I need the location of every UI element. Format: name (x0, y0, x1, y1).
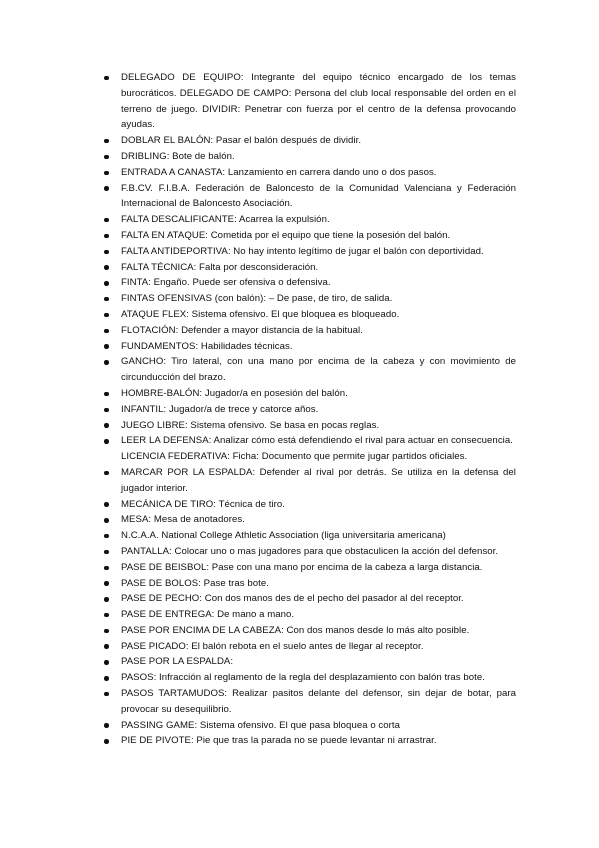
glossary-entry-text: PASE DE BEISBOL: Pase con una mano por encima de la cabeza a larga distancia. (121, 561, 483, 573)
glossary-entry (104, 402, 516, 418)
glossary-entry-text: INFANTIL: Jugador/a de trece y catorce años. (121, 403, 319, 415)
glossary-entry-text: PASE POR LA ESPALDA: (121, 656, 234, 668)
glossary-entry (104, 512, 516, 528)
glossary-entry (104, 291, 516, 307)
bullet-icon (104, 550, 109, 555)
glossary-entry-text: F.B.CV. F.I.B.A. Federación de Baloncesto de la Comunidad Valenciana y Federación Internacional de Baloncesto Asociación. (121, 182, 516, 210)
glossary-entry-text: PASE PICADO: El balón rebota en el suelo antes de llegar al receptor. (121, 640, 424, 652)
glossary-entry (104, 228, 516, 244)
glossary-entry-text: ENTRADA A CANASTA: Lanzamiento en carrera dando uno o dos pasos. (121, 166, 437, 178)
glossary-entry-text: DOBLAR EL BALÓN: Pasar el balón después de dividir. (121, 135, 362, 147)
bullet-icon (104, 329, 109, 334)
bullet-icon (104, 234, 109, 239)
glossary-entry-text: MARCAR POR LA ESPALDA: Defender al rival por detrás. Se utiliza en la defensa del jugador interior. (121, 466, 516, 494)
glossary-entry-text: PASOS: Infracción al reglamento de la regla del desplazamiento con balón tras bote. (121, 672, 485, 684)
glossary-entry (104, 386, 516, 402)
bullet-icon (104, 344, 109, 349)
bullet-icon (104, 502, 109, 507)
bullet-icon (104, 597, 109, 602)
glossary-entry (104, 70, 516, 133)
bullet-icon (104, 171, 109, 176)
bullet-icon (104, 629, 109, 634)
bullet-icon (104, 566, 109, 571)
glossary-entry (104, 528, 516, 544)
bullet-icon (104, 313, 109, 318)
bullet-icon (104, 155, 109, 160)
glossary-entry (104, 307, 516, 323)
glossary-entry-text: MESA: Mesa de anotadores. (121, 514, 245, 526)
glossary-entry (104, 591, 516, 607)
glossary-entry (104, 686, 516, 718)
glossary-entry (104, 449, 516, 465)
bullet-icon (104, 392, 109, 397)
glossary-entry-text: FUNDAMENTOS: Habilidades técnicas. (121, 340, 293, 352)
glossary-entry-text: FLOTACIÓN: Defender a mayor distancia de la habitual. (121, 324, 363, 336)
bullet-icon (104, 613, 109, 618)
glossary-entry-text: FALTA TÉCNICA: Falta por desconsideración. (121, 261, 319, 273)
bullet-icon (104, 360, 109, 365)
glossary-entry (104, 418, 516, 434)
glossary-entry-text: PASE DE ENTREGA: De mano a mano. (121, 609, 295, 621)
glossary-entry-text: PASE DE BOLOS: Pase tras bote. (121, 577, 269, 589)
glossary-entry-text: PASSING GAME: Sistema ofensivo. El que pasa bloquea o corta (121, 719, 400, 731)
bullet-icon (104, 660, 109, 665)
glossary-entry (104, 670, 516, 686)
glossary-entry (104, 718, 516, 734)
bullet-icon (104, 250, 109, 255)
bullet-icon (104, 692, 109, 697)
glossary-entry-text: ATAQUE FLEX: Sistema ofensivo. El que bloquea es bloqueado. (121, 308, 400, 320)
bullet-icon (104, 218, 109, 223)
glossary-entry-text: DRIBLING: Bote de balón. (121, 150, 235, 162)
bullet-icon (104, 439, 109, 444)
bullet-icon (104, 297, 109, 302)
glossary-entry (104, 497, 516, 513)
glossary-entry (104, 323, 516, 339)
bullet-icon (104, 644, 109, 649)
bullet-icon (104, 281, 109, 286)
bullet-icon (104, 534, 109, 539)
glossary-entry-text: PASE POR ENCIMA DE LA CABEZA: Con dos manos desde lo más alto posible. (121, 624, 470, 636)
glossary-entry-text: GANCHO: Tiro lateral, con una mano por encima de la cabeza y con movimiento de circunducción del brazo. (121, 356, 516, 384)
glossary-entry (104, 576, 516, 592)
glossary-entry-text: PASOS TARTAMUDOS: Realizar pasitos delante del defensor, sin dejar de botar, para provocar su desequilibrio. (121, 688, 516, 715)
bullet-icon (104, 739, 109, 744)
glossary-entry-text: FALTA EN ATAQUE: Cometida por el equipo que tiene la posesión del balón. (121, 229, 451, 241)
bullet-icon (104, 518, 109, 523)
glossary-entry-text: FINTAS OFENSIVAS (con balón): – De pase, de tiro, de salida. (121, 293, 393, 305)
bullet-icon (104, 423, 109, 428)
bullet-icon (104, 471, 109, 476)
bullet-icon (104, 76, 109, 81)
bullet-icon (104, 139, 109, 144)
bullet-icon (104, 581, 109, 586)
bullet-icon (104, 408, 109, 413)
glossary-entry (104, 165, 516, 181)
glossary-entry (104, 339, 516, 355)
glossary-entry-text: FALTA DESCALIFICANTE: Acarrea la expulsión. (121, 214, 330, 226)
glossary-entry-text: FINTA: Engaño. Puede ser ofensiva o defensiva. (121, 277, 331, 289)
glossary-entry (104, 607, 516, 623)
glossary-entry-text: DELEGADO DE EQUIPO: Integrante del equipo técnico encargado de los temas burocráticos. DELEGADO DE CAMPO: Persona del club local responsable del orden en el terreno de juego. DIVIDIR: Penetrar con fuerza por el centro de la defensa provocando ayudas. (121, 72, 516, 131)
glossary-entry (104, 354, 516, 386)
glossary-entry (104, 149, 516, 165)
glossary-entry-text: HOMBRE-BALÓN: Jugador/a en posesión del balón. (121, 387, 348, 399)
glossary-entry (104, 560, 516, 576)
bullet-icon (104, 186, 109, 191)
glossary-entry (104, 623, 516, 639)
glossary-entry (104, 465, 516, 497)
glossary-entry (104, 133, 516, 149)
glossary-entry-text: PIE DE PIVOTE: Pie que tras la parada no se puede levantar ni arrastrar. (121, 735, 437, 747)
glossary-entry (104, 639, 516, 655)
glossary-entry-text: LEER LA DEFENSA: Analizar cómo está defendiendo el rival para actuar en consecuencia. (121, 435, 513, 447)
glossary-entry-text: MECÁNICA DE TIRO: Técnica de tiro. (121, 498, 285, 510)
glossary-entry (104, 433, 516, 449)
glossary-entry (104, 544, 516, 560)
glossary-entry (104, 733, 516, 749)
bullet-icon (104, 676, 109, 681)
glossary-entry (104, 275, 516, 291)
glossary-entry (104, 260, 516, 276)
glossary-list (104, 70, 516, 749)
glossary-entry (104, 654, 516, 670)
glossary-entry-text: PASE DE PECHO: Con dos manos des de el pecho del pasador al del receptor. (121, 593, 464, 605)
glossary-entry-text: LICENCIA FEDERATIVA: Ficha: Documento que permite jugar partidos oficiales. (121, 451, 468, 463)
bullet-icon (104, 723, 109, 728)
glossary-entry-text: FALTA ANTIDEPORTIVA: No hay intento legítimo de jugar el balón con deportividad. (121, 245, 484, 257)
glossary-entry (104, 181, 516, 213)
glossary-entry-text: JUEGO LIBRE: Sistema ofensivo. Se basa en pocas reglas. (121, 419, 380, 431)
glossary-entry-text: N.C.A.A. National College Athletic Association (liga universitaria americana) (121, 530, 446, 542)
glossary-entry (104, 244, 516, 260)
bullet-icon (104, 265, 109, 270)
glossary-entry (104, 212, 516, 228)
glossary-entry-text: PANTALLA: Colocar uno o mas jugadores para que obstaculicen la acción del defensor. (121, 545, 499, 557)
